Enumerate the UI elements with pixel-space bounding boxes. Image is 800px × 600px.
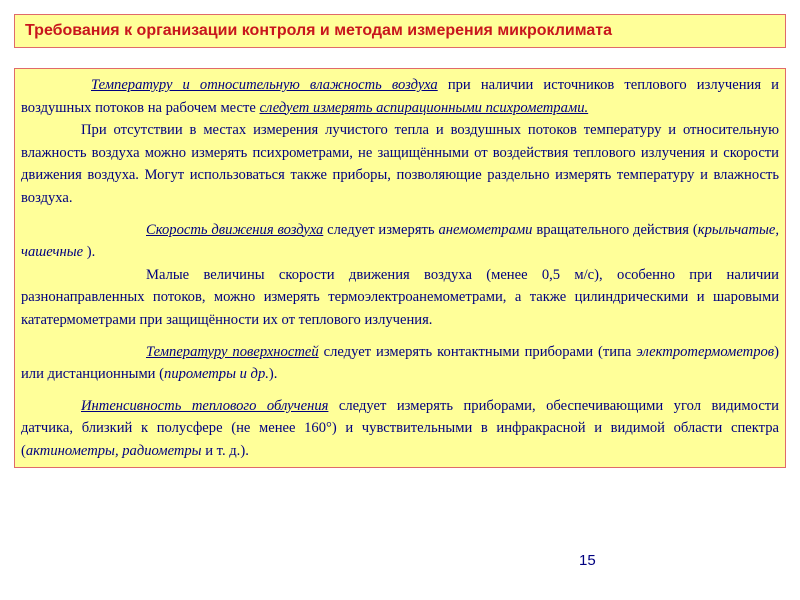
paragraph-air-velocity: [21, 219, 779, 264]
instrument-pyrometers: пирометры и др.: [164, 366, 269, 383]
paragraph-thermal-radiation: [21, 395, 779, 463]
subject-temperature-humidity: Температуру и относительную влажность воздуха: [91, 77, 438, 93]
title-bar: [14, 14, 786, 48]
paragraph-text: и т. д.).: [201, 442, 249, 459]
slide-title: Требования к организации контроля и методам измерения микроклимата: [25, 22, 612, 39]
instrument-anemometers: анемометрами: [438, 221, 533, 238]
instrument-actinometers: актинометры, радиометры: [25, 442, 202, 459]
subject-air-velocity: Скорость движения воздуха: [146, 221, 324, 238]
paragraph-low-velocity: [21, 264, 779, 332]
paragraph-no-radiation: [21, 119, 779, 209]
paragraph-text: следует измерять контактными приборами (типа: [318, 343, 637, 360]
paragraph-text: вращательного действия (: [532, 221, 698, 238]
paragraph-text: при наличии источников теплового излучения и воздушных потоков на рабочем месте: [21, 77, 779, 116]
anemometer-types: крыльчатые, чашечные: [21, 221, 780, 261]
subject-thermal-radiation: Интенсивность теплового облучения: [81, 397, 329, 414]
instruction-aspiration-psychrometers: следует измерять аспирационными психрометрами.: [259, 99, 589, 116]
page-number: 15: [579, 552, 596, 569]
paragraph-text: Малые величины скорости движения воздуха (менее 0,5 м/с), особенно при наличии разнонаправленных потоков, можно измерять термоэлектроанемометрами, а также цилиндрическими и шаровыми кататермометрами при защищённости их от теплового излучения.: [21, 266, 779, 328]
paragraph-text: ).: [83, 244, 96, 261]
content-box: [14, 68, 786, 468]
paragraph-text: следует измерять приборами, обеспечивающими угол видимости датчика, близкий к полусфере (не менее 160°) и чувствительными в инфракрасной и видимой области спектра (: [21, 397, 779, 459]
subject-surface-temperature: Температуру поверхностей: [146, 343, 319, 360]
paragraph-text: ) или дистанционными (: [21, 343, 779, 383]
paragraph-text: ).: [268, 366, 278, 383]
paragraph-text: При отсутствии в местах измерения лучистого тепла и воздушных потоков температуру и относительную влажность воздуха можно измерять психрометрами, не защищёнными от воздействия теплового излучения и скорости движения воздуха. Могут использоваться также приборы, позволяющие раздельно измерять температуру и влажность воздуха.: [21, 122, 779, 206]
instrument-electrothermometers: электротермометров: [636, 343, 775, 360]
paragraph-humidity-psychrometers: [21, 74, 779, 119]
paragraph-text: следует измерять: [323, 221, 439, 238]
paragraph-surface-temperature: [21, 341, 779, 386]
